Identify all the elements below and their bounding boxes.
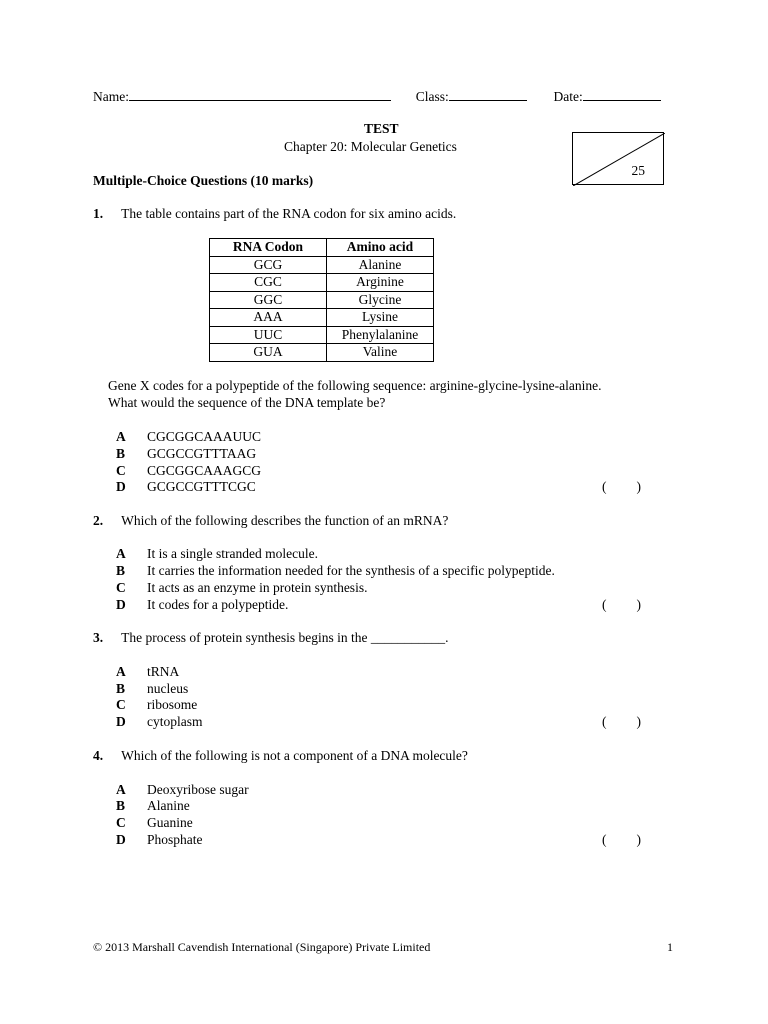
table-cell: GUA [210, 344, 327, 362]
table-header-row [210, 239, 434, 257]
table-header-amino-acid: Amino acid [327, 239, 434, 257]
table-cell: Glycine [327, 291, 434, 309]
option-d[interactable]: D It codes for a polypeptide. [116, 597, 289, 612]
option-a[interactable]: A CGCGGCAAAUUC [116, 429, 262, 444]
question-text: Which of the following describes the function of an mRNA? [121, 513, 449, 528]
question-3 [93, 630, 448, 646]
question-1 [93, 206, 456, 222]
name-label: Name: [93, 89, 129, 104]
score-box-diagonal [573, 133, 665, 186]
table-cell: Lysine [327, 309, 434, 327]
table-cell: Arginine [327, 274, 434, 292]
question-number: 2. [93, 513, 104, 528]
table-row [210, 274, 434, 292]
question-text: Which of the following is not a component of a DNA molecule? [121, 748, 468, 763]
question-number: 4. [93, 748, 104, 763]
table-cell: UUC [210, 326, 327, 344]
table-cell: AAA [210, 309, 327, 327]
option-a[interactable]: A Deoxyribose sugar [116, 782, 249, 797]
answer-bracket[interactable]: ( ) [602, 597, 641, 612]
answer-bracket[interactable]: ( ) [602, 479, 641, 494]
section-heading: Multiple-Choice Questions (10 marks) [93, 173, 314, 188]
table-cell: Valine [327, 344, 434, 362]
table-cell: CGC [210, 274, 327, 292]
table-cell: GCG [210, 256, 327, 274]
question-1-prompt: What would the sequence of the DNA template be? [108, 395, 386, 410]
question-number: 3. [93, 630, 104, 645]
chapter-title: Chapter 20: Molecular Genetics [284, 139, 457, 154]
option-b[interactable]: B GCGCCGTTTAAG [116, 446, 257, 461]
answer-bracket[interactable]: ( ) [602, 714, 641, 729]
class-label: Class: [415, 89, 449, 104]
question-text: The process of protein synthesis begins in the ___________. [121, 630, 449, 645]
option-c[interactable]: C It acts as an enzyme in protein synthesis. [116, 580, 368, 595]
question-2 [93, 513, 448, 529]
option-c[interactable]: C Guanine [116, 815, 193, 830]
option-d[interactable]: D Phosphate [116, 832, 203, 847]
codon-table [209, 238, 434, 362]
option-d[interactable]: D GCGCCGTTTCGC [116, 479, 256, 494]
option-b[interactable]: B It carries the information needed for the synthesis of a specific polypeptide. [116, 563, 555, 578]
option-c[interactable]: C ribosome [116, 697, 198, 712]
option-b[interactable]: B Alanine [116, 798, 190, 813]
table-cell: Phenylalanine [327, 326, 434, 344]
page-number: 1 [667, 940, 673, 954]
table-cell: GGC [210, 291, 327, 309]
table-row [210, 344, 434, 362]
question-4 [93, 748, 468, 764]
footer-copyright: © 2013 Marshall Cavendish International (Singapore) Private Limited [93, 940, 431, 954]
table-row [210, 326, 434, 344]
score-total: 25 [631, 163, 645, 178]
table-row [210, 256, 434, 274]
date-label: Date: [553, 89, 583, 104]
option-a[interactable]: A tRNA [116, 664, 180, 679]
header-row [93, 88, 661, 105]
test-title: TEST [364, 121, 399, 136]
option-b[interactable]: B nucleus [116, 681, 189, 696]
answer-bracket[interactable]: ( ) [602, 832, 641, 847]
name-field[interactable] [129, 88, 391, 101]
table-row [210, 291, 434, 309]
class-field[interactable] [449, 88, 527, 101]
table-row [210, 309, 434, 327]
question-text: The table contains part of the RNA codon for six amino acids. [121, 206, 457, 221]
question-1-followup: Gene X codes for a polypeptide of the following sequence: arginine-glycine-lysine-alanine. [108, 378, 602, 393]
option-d[interactable]: D cytoplasm [116, 714, 203, 729]
option-a[interactable]: A It is a single stranded molecule. [116, 546, 318, 561]
option-c[interactable]: C CGCGGCAAAGCG [116, 463, 262, 478]
score-box [572, 132, 664, 185]
table-header-codon: RNA Codon [210, 239, 327, 257]
question-number: 1. [93, 206, 104, 221]
date-field[interactable] [583, 88, 661, 101]
table-cell: Alanine [327, 256, 434, 274]
